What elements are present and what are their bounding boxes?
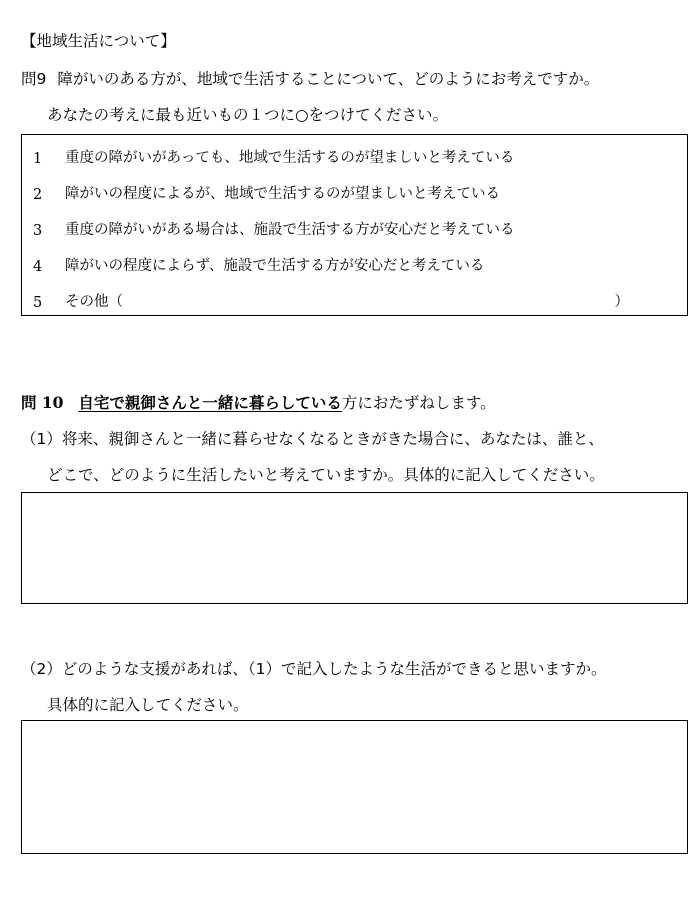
q9-text-2: あなたの考えに最も近いもの１つに○をつけてください。 bbox=[47, 106, 449, 124]
q10-heading-underlined: 自宅で親御さんと一緒に暮らしている bbox=[78, 394, 342, 412]
section-title-text: 【地域生活について】 bbox=[21, 32, 176, 50]
q10-number: 問 10 bbox=[21, 393, 64, 412]
q9-number: 問9 bbox=[21, 70, 47, 88]
q10-sub1-text-1: （1）将来、親御さんと一緒に暮らせなくなるときがきた場合に、あなたは、誰と、 bbox=[21, 430, 604, 448]
choice-number: 1 bbox=[33, 151, 43, 167]
q10-heading-rest: 方におたずねします。 bbox=[341, 394, 496, 412]
q10-sub1-line-1 bbox=[21, 424, 604, 454]
q9-line-1 bbox=[21, 64, 599, 94]
q9-choices-box bbox=[21, 134, 688, 316]
q10-heading bbox=[21, 388, 496, 418]
choice-close-paren: ） bbox=[614, 294, 629, 310]
section-title bbox=[21, 26, 176, 56]
choice-text: その他（ bbox=[65, 294, 123, 310]
q9-choice-2[interactable] bbox=[22, 173, 687, 209]
q9-choice-3[interactable] bbox=[22, 209, 687, 245]
q10-sub2-text-2: 具体的に記入してください。 bbox=[47, 696, 249, 714]
choice-number: 3 bbox=[33, 223, 43, 239]
choice-number: 2 bbox=[33, 187, 43, 203]
q10-sub2-answer-box[interactable] bbox=[21, 720, 688, 854]
choice-text: 重度の障がいがあっても、地域で生活するのが望ましいと考えている bbox=[65, 150, 515, 166]
q10-sub2-text-1: （2）どのような支援があれば、（1）で記入したような生活ができると思いますか。 bbox=[21, 660, 607, 678]
q9-choice-4[interactable] bbox=[22, 245, 687, 281]
q10-sub2-line-2 bbox=[47, 690, 249, 720]
q10-sub2-line-1 bbox=[21, 654, 606, 684]
q10-sub1-answer-box[interactable] bbox=[21, 492, 688, 604]
q9-line-2 bbox=[47, 100, 448, 130]
q10-sub1-line-2 bbox=[47, 460, 605, 490]
choice-number: 4 bbox=[33, 259, 43, 275]
q9-text-1: 障がいのある方が、地域で生活することについて、どのようにお考えですか。 bbox=[57, 70, 600, 88]
q9-choice-5[interactable] bbox=[22, 281, 687, 317]
q9-choice-1[interactable] bbox=[22, 137, 687, 173]
choice-text: 障がいの程度によるが、地域で生活するのが望ましいと考えている bbox=[65, 186, 500, 202]
choice-text: 重度の障がいがある場合は、施設で生活する方が安心だと考えている bbox=[65, 222, 515, 238]
choice-text: 障がいの程度によらず、施設で生活する方が安心だと考えている bbox=[65, 258, 485, 274]
choice-number: 5 bbox=[33, 295, 43, 311]
q10-sub1-text-2: どこで、どのように生活したいと考えていますか。具体的に記入してください。 bbox=[47, 466, 605, 484]
